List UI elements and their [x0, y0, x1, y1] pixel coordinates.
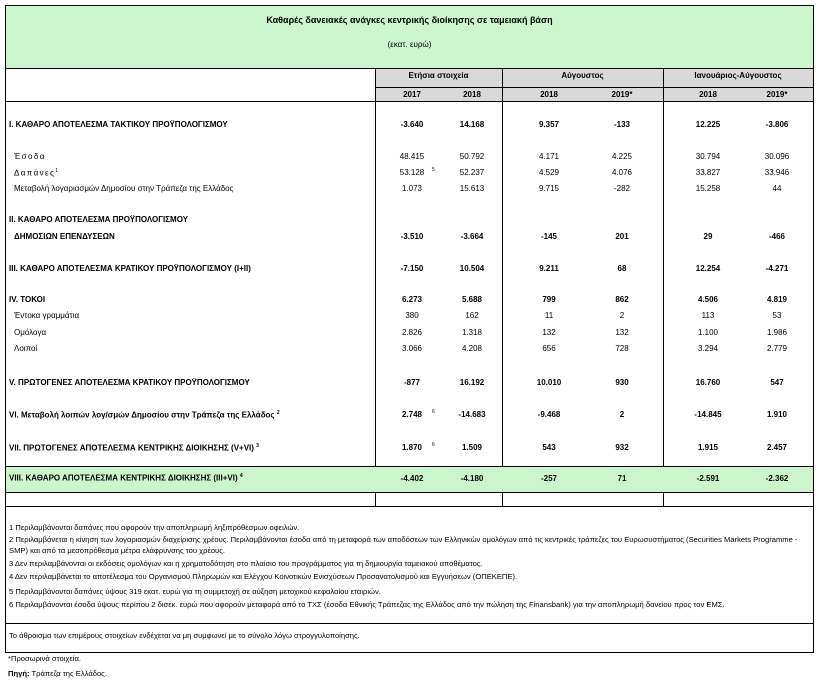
- footnote: 4 Δεν περιλαμβάνεται το αποτέλεσμα του Οργανισμού Πληρωμών και Ελέγχου Κοινοτικών Ενισχύσεων Προσανατολισμού και Εγγυήσεων (ΟΠΕΚΕΠΕ).: [9, 572, 518, 581]
- cell: 162: [465, 311, 479, 320]
- cell: -14.845: [694, 410, 722, 419]
- table-title: Καθαρές δανειακές ανάγκες κεντρικής διοίκησης σε ταμειακή βάση: [266, 15, 553, 25]
- cell: -133: [613, 120, 630, 129]
- cell: 799: [542, 295, 556, 304]
- cell: 53: [772, 311, 782, 320]
- footnote-ref: 1: [55, 168, 59, 174]
- cell: -3.640: [400, 120, 424, 129]
- header-divider: [375, 87, 813, 88]
- cell: 132: [542, 328, 556, 337]
- cell: -877: [403, 378, 420, 387]
- cell: 201: [615, 232, 629, 241]
- cell: -3.664: [460, 232, 484, 241]
- cell: 2: [619, 311, 625, 320]
- cell: 728: [615, 344, 629, 353]
- source-text: Τράπεζα της Ελλάδος.: [29, 669, 107, 678]
- table-row: [6, 326, 813, 340]
- cell: 1.073: [401, 184, 423, 193]
- row-label: I. ΚΑΘΑΡΟ ΑΠΟΤΕΛΕΣΜΑ ΤΑΚΤΙΚΟΥ ΠΡΟΫΠΟΛΟΓΙΣΜΟΥ: [9, 120, 228, 129]
- cell: 15.613: [459, 184, 485, 193]
- table-row: [6, 166, 813, 180]
- table-frame: [5, 5, 814, 653]
- row-label: V. ΠΡΩΤΟΓΕΝΕΣ ΑΠΟΤΕΛΕΣΜΑ ΚΡΑΤΙΚΟΥ ΠΡΟΫΠΟΛΟΓΙΣΜΟΥ: [9, 378, 250, 387]
- cell: 33.946: [764, 168, 790, 177]
- cell: 9.715: [538, 184, 560, 193]
- cell: -7.150: [400, 264, 424, 273]
- cell: 4.529: [538, 168, 560, 177]
- table-row: [6, 376, 813, 390]
- source-line: [8, 668, 808, 679]
- table-row: [6, 213, 813, 227]
- row-label: III. ΚΑΘΑΡΟ ΑΠΟΤΕΛΕΣΜΑ ΚΡΑΤΙΚΟΥ ΠΡΟΫΠΟΛΟΓΙΣΜΟΥ (I+II): [9, 264, 251, 273]
- cell: 6.273: [401, 295, 423, 304]
- row-label: [9, 473, 243, 483]
- footnote-ref: 5: [432, 167, 435, 173]
- provisional-note: *Προσωρινά στοιχεία.: [8, 654, 81, 663]
- header-bottom-rule: [6, 101, 813, 102]
- footnote-ref: 6: [432, 409, 435, 415]
- table-row: [6, 118, 813, 132]
- row-label: [9, 443, 259, 453]
- cell: 3.294: [697, 344, 719, 353]
- cell: -4.271: [765, 264, 789, 273]
- cell: 50.792: [459, 152, 485, 161]
- row-label-text: VII. ΠΡΩΤΟΓΕΝΕΣ ΑΠΟΤΕΛΕΣΜΑ ΚΕΝΤΡΙΚΗΣ ΔΙΟΙΚΗΣΗΣ (V+VI): [9, 443, 254, 453]
- cell: 132: [615, 328, 629, 337]
- table-row: [6, 230, 813, 244]
- cell: 1.915: [697, 443, 719, 452]
- row-label-text: Δαπάνες: [14, 168, 56, 178]
- cell: 4.506: [697, 295, 719, 304]
- footnote-ref: 3: [256, 443, 259, 449]
- cell: 16.192: [459, 378, 485, 387]
- cell: 10.504: [459, 264, 485, 273]
- rounding-note: Το άθροισμα των επιμέρους στοιχείων ενδέχεται να μη συμφωνεί με το σύνολο λόγω στρογγυλοποίησης.: [9, 631, 360, 640]
- row-label-text: VI. Μεταβολή λοιπών λογ/σμών Δημοσίου στην Τράπεζα της Ελλάδος: [9, 410, 275, 420]
- cell: 10.010: [536, 378, 562, 387]
- footnote-ref: 4: [239, 473, 243, 479]
- cell: -14.683: [458, 410, 486, 419]
- footnote-ref: 6: [432, 442, 435, 448]
- notes-separator: [6, 623, 813, 624]
- cell: 30.794: [695, 152, 721, 161]
- footnote: 6 Περιλαμβάνονται έσοδα ύψους περίπου 2 δισεκ. ευρώ που αφορούν μεταφορά από το ΤΧΣ (έσοδα Εθνικής Τράπεζας της Ελλάδος από την πώληση της Finansbank) για την αποπληρωμή δανείου προς τον ΕΜΣ.: [9, 600, 725, 609]
- year-annual-2017: 2017: [403, 90, 421, 99]
- cell: 4.208: [461, 344, 483, 353]
- cell: 543: [542, 443, 556, 452]
- cell: -3.806: [765, 120, 789, 129]
- table-row: [6, 441, 813, 455]
- row-label: Λοιποί: [14, 344, 38, 353]
- cell: -2.362: [765, 474, 789, 483]
- row-label: IV. ΤΟΚΟΙ: [9, 295, 46, 304]
- cell: -3.510: [400, 232, 424, 241]
- cell: 4.819: [766, 295, 788, 304]
- cell: 12.225: [695, 120, 721, 129]
- cell: 30.096: [764, 152, 790, 161]
- highlight-bottom-rule: [6, 492, 813, 493]
- cell: 2.826: [401, 328, 423, 337]
- cell: 2.779: [766, 344, 788, 353]
- cell: 547: [770, 378, 784, 387]
- cell: 1.910: [766, 410, 788, 419]
- cell: 48.415: [399, 152, 425, 161]
- cell: 5.688: [461, 295, 483, 304]
- cell: 656: [542, 344, 556, 353]
- footnote: 1 Περιλαμβάνονται δαπάνες που αφορούν την αποπληρωμή ληξιπρόθεσμων οφειλών.: [9, 523, 300, 532]
- cell: -4.402: [400, 474, 424, 483]
- footnote-ref: 2: [276, 410, 280, 416]
- cell: 9.211: [539, 264, 559, 273]
- row-label: [14, 168, 58, 178]
- row-label: Μεταβολή λογαριασμών Δημοσίου στην Τράπεζα της Ελλάδος: [14, 184, 234, 193]
- cell: 2: [619, 410, 625, 419]
- cell: 3.066: [401, 344, 423, 353]
- cell: -4.180: [460, 474, 484, 483]
- cell: 44: [772, 184, 782, 193]
- title-bar: [6, 6, 813, 69]
- table-row-total: [6, 467, 813, 492]
- cell: 113: [701, 311, 715, 320]
- cell: 12.254: [695, 264, 721, 273]
- cell: -9.468: [537, 410, 561, 419]
- cell: 9.357: [538, 120, 560, 129]
- year-janaug-2018: 2018: [699, 90, 717, 99]
- cell: 16.760: [695, 378, 721, 387]
- cell: 29: [703, 232, 713, 241]
- cell: 1.870: [401, 443, 423, 452]
- cell: 15.258: [695, 184, 721, 193]
- cell: -282: [613, 184, 630, 193]
- cell: -466: [768, 232, 785, 241]
- cell: 1.986: [766, 328, 788, 337]
- cell: 4.171: [538, 152, 560, 161]
- table-unit: (εκατ. ευρώ): [387, 40, 432, 49]
- group-label-jan-aug: Ιανουάριος-Αύγουστος: [694, 71, 782, 80]
- table-row: [6, 342, 813, 356]
- cell: 71: [617, 474, 627, 483]
- row-label: Ομόλογα: [14, 328, 47, 337]
- cell: -2.591: [696, 474, 720, 483]
- cell: 2.457: [766, 443, 788, 452]
- row-label: ΔΗΜΟΣΙΩΝ ΕΠΕΝΔΥΣΕΩΝ: [14, 232, 115, 241]
- cell: 1.318: [461, 328, 483, 337]
- cell: 33.827: [695, 168, 721, 177]
- cell: 14.168: [459, 120, 485, 129]
- year-august-2018: 2018: [540, 90, 558, 99]
- table-row: [6, 293, 813, 307]
- cell: 862: [615, 295, 629, 304]
- cell: -145: [540, 232, 557, 241]
- year-annual-2018: 2018: [463, 90, 481, 99]
- row-label: [9, 410, 280, 420]
- cell: 932: [615, 443, 629, 452]
- footnote: 5 Περιλαμβάνονται δαπάνες ύψους 319 εκατ. ευρώ για τη συμμετοχή σε αύξηση μετοχικού κεφαλαίου εταιριών.: [9, 587, 381, 596]
- cell: 2.748: [401, 410, 423, 419]
- cell: 4.225: [611, 152, 633, 161]
- year-august-2019: 2019*: [611, 90, 633, 99]
- row-label: II. ΚΑΘΑΡΟ ΑΠΟΤΕΛΕΣΜΑ ΠΡΟΫΠΟΛΟΓΙΣΜΟΥ: [9, 215, 189, 224]
- group-label-august: Αύγουστος: [561, 71, 604, 80]
- row-label-text: VIII. ΚΑΘΑΡΟ ΑΠΟΤΕΛΕΣΜΑ ΚΕΝΤΡΙΚΗΣ ΔΙΟΙΚΗΣΗΣ (III+VI): [9, 473, 238, 483]
- cell: 380: [405, 311, 419, 320]
- group-label-annual: Ετήσια στοιχεία: [408, 71, 469, 80]
- cell: 4.076: [611, 168, 633, 177]
- year-janaug-2019: 2019*: [766, 90, 788, 99]
- footnote: 3 Δεν περιλαμβάνονται οι εκδόσεις ομολόγων και η χρηματοδότηση στο πλαίσιο του προγράμματος για τη δημιουργία ταμειακού αποθέματος.: [9, 559, 483, 568]
- table-row: [6, 150, 813, 164]
- table-row: [6, 262, 813, 276]
- table-bottom-rule: [6, 506, 813, 507]
- cell: 930: [615, 378, 629, 387]
- cell: 1.509: [461, 443, 483, 452]
- cell: 1.100: [697, 328, 719, 337]
- row-label: Έντοκα γραμμάτια: [14, 311, 80, 320]
- cell: 68: [617, 264, 627, 273]
- cell: 53.128: [399, 168, 425, 177]
- table-row: [6, 182, 813, 196]
- table-row: [6, 408, 813, 422]
- footnote: 2 Περιλαμβάνεται η κίνηση των λογαριασμών διαχείρισης χρέους. Περιλαμβάνονται έσοδα από τη μεταφορά των αποδόσεων των Ελληνικών ομολόγων από τις κεντρικές τράπεζες του Ευρωσυστήματος (Securities Markets Programme - SMP) και από τα μεσοπρόθεσμα μέτρα ελάφρυνσης του χρέους.: [9, 535, 798, 555]
- row-label: Έσοδα: [14, 152, 46, 161]
- cell: -257: [540, 474, 557, 483]
- source-label: Πηγή:: [8, 669, 30, 678]
- table-row: [6, 309, 813, 323]
- cell: 52.237: [459, 168, 485, 177]
- cell: 11: [544, 311, 554, 320]
